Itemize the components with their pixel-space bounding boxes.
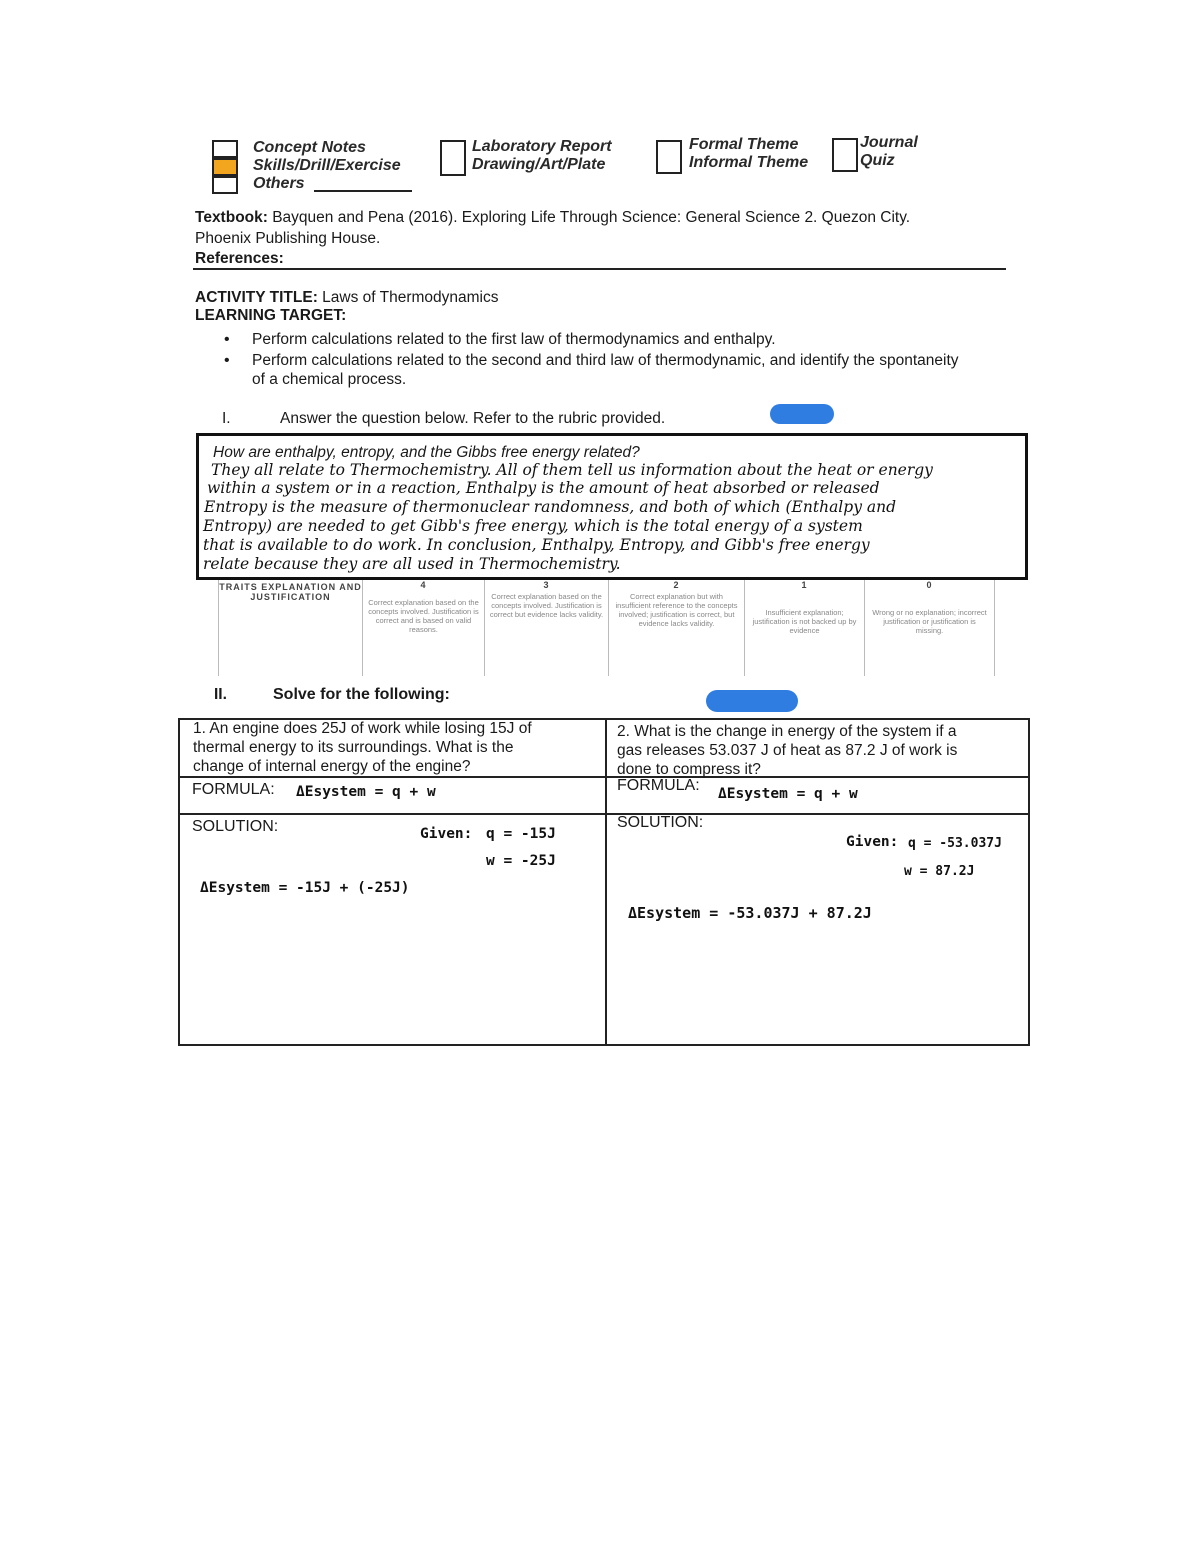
rubric-level-number: 3	[543, 580, 550, 590]
part-1-number: I.	[222, 410, 231, 427]
problem-1-given-w[interactable]: w = -25J	[486, 853, 556, 869]
checkbox-others[interactable]	[212, 176, 238, 194]
activity-title-label: ACTIVITY TITLE:	[195, 289, 318, 306]
problem-1-formula[interactable]: ΔEsystem = q + w	[296, 784, 436, 800]
checkbox-concept-notes[interactable]	[212, 140, 238, 158]
others-blank-line[interactable]	[314, 190, 412, 192]
checkbox-laboratory-report[interactable]	[440, 140, 466, 176]
handwritten-answer-line: They all relate to Thermochemistry. All of them tell us information about the heat or energy	[211, 461, 933, 479]
rubric-descriptor: Correct explanation but with insufficient reference to the concepts involved; justification is correct, but evidence lacks validity.	[615, 592, 738, 628]
textbook-line-2: Phoenix Publishing House.	[195, 230, 381, 247]
handwritten-answer-line: within a system or in a reaction, Enthalpy is the amount of heat absorbed or released	[207, 479, 880, 497]
rubric-level-number: 0	[926, 580, 933, 590]
checkbox-skills-drill-exercise[interactable]	[212, 158, 238, 176]
row-divider	[178, 813, 1030, 815]
part-2-number: II.	[214, 686, 227, 703]
question-line: gas releases 53.037 J of heat as 87.2 J of work is	[617, 742, 958, 759]
rubric-level-number: 2	[673, 580, 680, 590]
option-laboratory-report: Laboratory Report	[472, 138, 612, 155]
part-2-heading: Solve for the following:	[273, 686, 450, 703]
redaction-mark	[706, 690, 798, 712]
rubric-level-4	[363, 580, 485, 676]
question-line: 2. What is the change in energy of the system if a	[617, 723, 957, 740]
learning-target-continuation: of a chemical process.	[252, 371, 407, 388]
option-informal-theme: Informal Theme	[689, 154, 809, 171]
problem-2-given-q[interactable]: q = -53.037J	[908, 836, 1002, 851]
handwritten-answer-line: relate because they are all used in Thermochemistry.	[203, 555, 621, 573]
rubric-table	[218, 580, 998, 676]
textbook-citation: Bayquen and Pena (2016). Exploring Life Through Science: General Science 2. Quezon City.	[272, 209, 911, 226]
option-formal-theme: Formal Theme	[689, 136, 799, 153]
references-label: References:	[195, 250, 284, 267]
learning-target-item: • Perform calculations related to the first law of thermodynamics and enthalpy.	[214, 329, 1044, 350]
problem-2-formula[interactable]: ΔEsystem = q + w	[718, 786, 858, 802]
question-line: 1. An engine does 25J of work while losing 15J of	[193, 720, 532, 737]
option-skills-drill-exercise: Skills/Drill/Exercise	[253, 157, 401, 174]
redaction-mark	[770, 404, 834, 424]
column-divider	[605, 718, 607, 1046]
problem-2-work[interactable]: ΔEsystem = -53.037J + 87.2J	[628, 904, 872, 922]
option-others: Others	[253, 175, 305, 192]
option-drawing-art-plate: Drawing/Art/Plate	[472, 156, 606, 173]
rubric-descriptor: Correct explanation based on the concepts involved. Justification is correct but evidence lacks validity.	[489, 592, 604, 619]
activity-title-line	[195, 289, 498, 307]
part-1-instruction: Answer the question below. Refer to the rubric provided.	[280, 410, 666, 427]
rubric-level-2	[609, 580, 745, 676]
handwritten-answer-line: Entropy is the measure of thermonuclear randomness, and both of which (Enthalpy and	[204, 498, 897, 516]
activity-title: Laws of Thermodynamics	[322, 289, 499, 306]
option-concept-notes: Concept Notes	[253, 139, 366, 156]
rubric-descriptor: Wrong or no explanation; incorrect justification or justification is missing.	[872, 608, 987, 635]
problem-2-given-label: Given:	[846, 834, 899, 850]
rubric-trait-cell	[218, 580, 363, 676]
rubric-level-3	[485, 580, 609, 676]
option-journal: Journal	[860, 134, 918, 151]
problem-2-formula-label: FORMULA:	[617, 777, 700, 794]
learning-target-item: • Perform calculations related to the second and third law of thermodynamic, and identify the spontaneity	[214, 350, 1044, 371]
divider	[193, 268, 1006, 270]
problem-2-given-w[interactable]: w = 87.2J	[904, 864, 975, 879]
problem-1-given-label: Given:	[420, 826, 473, 842]
question-line: done to compress it?	[617, 761, 761, 778]
essay-question: How are enthalpy, entropy, and the Gibbs free energy related?	[213, 444, 640, 461]
learning-target-label: LEARNING TARGET:	[195, 307, 347, 324]
problem-2-solution-label: SOLUTION:	[617, 814, 704, 831]
rubric-descriptor: Correct explanation based on the concepts involved. Justification is correct and is based on valid reasons.	[368, 598, 479, 634]
checkbox-journal-quiz[interactable]	[832, 138, 858, 172]
rubric-descriptor: Insufficient explanation; justification is not backed up by evidence	[752, 608, 857, 635]
rubric-level-number: 1	[801, 580, 808, 590]
rubric-level-0	[865, 580, 995, 676]
rubric-level-number: 4	[420, 580, 427, 590]
problem-1-solution-label: SOLUTION:	[192, 818, 279, 835]
handwritten-answer-line: that is available to do work. In conclusion, Enthalpy, Entropy, and Gibb's free energy	[203, 536, 870, 554]
problem-2-question	[617, 722, 957, 779]
problem-1-question	[193, 719, 532, 776]
textbook-label: Textbook:	[195, 209, 268, 226]
option-quiz: Quiz	[860, 152, 895, 169]
learning-target-list	[214, 329, 1044, 371]
rubric-trait: TRAITS EXPLANATION AND JUSTIFICATION	[219, 582, 362, 602]
problem-1-given-q[interactable]: q = -15J	[486, 826, 556, 842]
handwritten-answer-line: Entropy) are needed to get Gibb's free energy, which is the total energy of a system	[203, 517, 863, 535]
checkbox-formal-informal-theme[interactable]	[656, 140, 682, 174]
problem-1-formula-label: FORMULA:	[192, 781, 275, 798]
problem-1-work[interactable]: ΔEsystem = -15J + (-25J)	[200, 880, 410, 896]
question-line: change of internal energy of the engine?	[193, 758, 471, 775]
question-line: thermal energy to its surroundings. What is the	[193, 739, 514, 756]
textbook-line-1	[195, 209, 910, 227]
rubric-level-1	[745, 580, 865, 676]
